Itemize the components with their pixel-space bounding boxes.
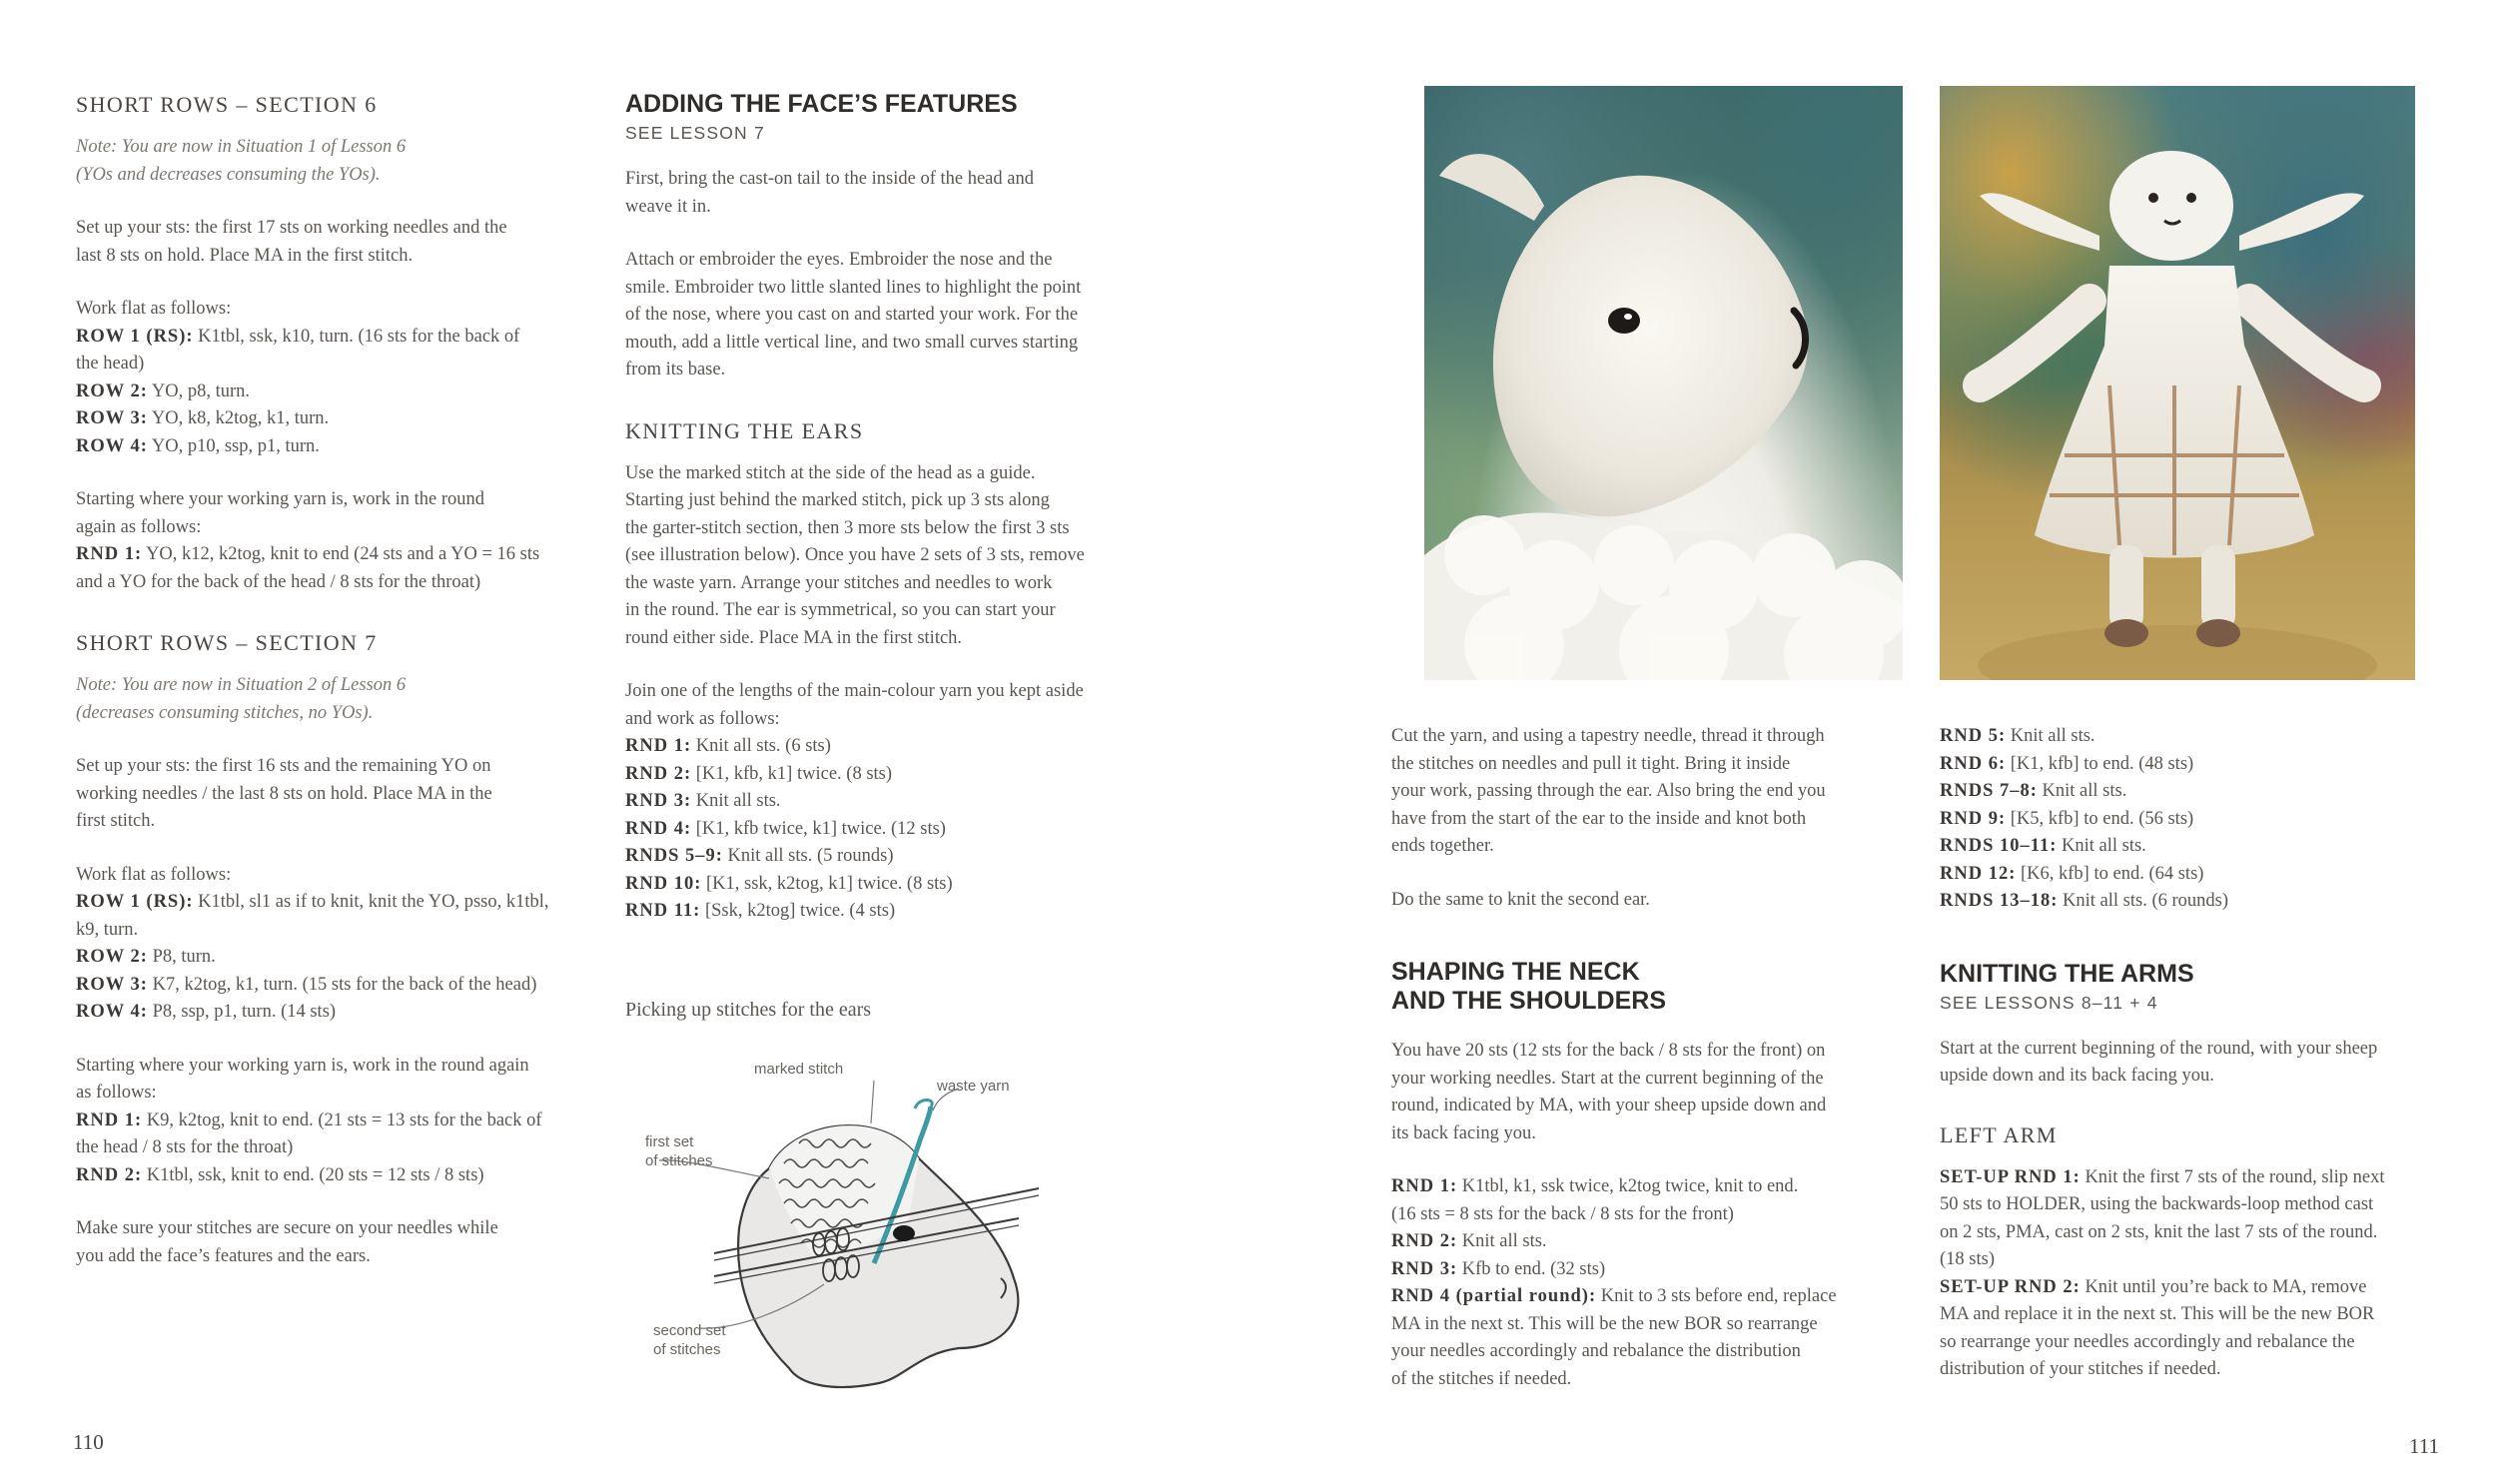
text-line: the garter-stitch section, then 3 more sts below the first 3 sts bbox=[625, 517, 1070, 538]
text-line: the stitches on needles and pull it tight. Bring it inside bbox=[1391, 753, 1791, 774]
sheep-eye bbox=[893, 1225, 915, 1241]
instruction-row: the head / 8 sts for the throat) bbox=[76, 1137, 294, 1157]
note-line: Note: You are now in Situation 1 of Lesson 6 bbox=[76, 137, 407, 157]
figure-caption: Picking up stitches for the ears bbox=[625, 999, 872, 1021]
instruction-row: RND 11: [Ssk, k2tog] twice. (4 sts) bbox=[625, 901, 896, 921]
text-line: Use the marked stitch at the side of the head as a guide. bbox=[625, 462, 1036, 483]
instruction-row: RND 5: Knit all sts. bbox=[1940, 726, 2095, 746]
text-line: first stitch. bbox=[76, 811, 156, 831]
instruction-row: RND 4: [K1, kfb twice, k1] twice. (12 sts) bbox=[625, 818, 946, 839]
left-column-2 bbox=[625, 90, 1165, 926]
text-line: have from the start of the ear to the inside and knot both bbox=[1391, 808, 1807, 829]
text-line: your work, passing through the ear. Also bring the end you bbox=[1391, 781, 1826, 801]
text-line: Starting just behind the marked stitch, pick up 3 sts along bbox=[625, 490, 1050, 510]
face-features-title: ADDING THE FACE’S FEATURES bbox=[625, 90, 1018, 118]
knitting-ears-title: KNITTING THE EARS bbox=[625, 417, 864, 443]
text-line: from its base. bbox=[625, 360, 726, 379]
work-flat-label: Work flat as follows: bbox=[76, 299, 232, 319]
page-number-left: 110 bbox=[73, 1430, 104, 1454]
text-line: ends together. bbox=[1391, 836, 1494, 856]
instruction-row: RND 4 (partial round): Knit to 3 sts before end, replace bbox=[1391, 1286, 1837, 1306]
section-7-final bbox=[76, 1215, 595, 1270]
second-ear-line: Do the same to knit the second ear. bbox=[1391, 889, 1650, 910]
text-line: You have 20 sts (12 sts for the back / 8 sts for the front) on bbox=[1391, 1041, 1826, 1061]
text-line: Set up your sts: the first 17 sts on working needles and the bbox=[76, 218, 507, 238]
label-second-set: of stitches bbox=[653, 1341, 721, 1358]
instruction-row: the head) bbox=[76, 354, 145, 373]
section-7-round bbox=[76, 1053, 595, 1190]
label-marked-stitch: marked stitch bbox=[754, 1061, 844, 1078]
cut-yarn-paragraph bbox=[1391, 723, 1921, 861]
note-line: (YOs and decreases consuming the YOs). bbox=[76, 164, 381, 185]
ears-paragraph-2 bbox=[625, 678, 1165, 926]
instruction-row: ROW 1 (RS): K1tbl, sl1 as if to knit, knit the YO, psso, k1tbl, bbox=[76, 892, 549, 912]
instruction-row: RND 2: K1tbl, ssk, knit to end. (20 sts = 12 sts / 8 sts) bbox=[76, 1164, 484, 1185]
text-line: round, indicated by MA, with your sheep upside down and bbox=[1391, 1096, 1827, 1115]
text-line: mouth, add a little vertical line, and two small curves starting bbox=[625, 332, 1079, 353]
instruction-row: RND 10: [K1, ssk, k2tog, k1] twice. (8 sts) bbox=[625, 873, 953, 894]
instruction-row: RND 1: K9, k2tog, knit to end. (21 sts = 13 sts for the back of bbox=[76, 1110, 542, 1130]
instruction-row: RNDS 10–11: Knit all sts. bbox=[1940, 836, 2146, 856]
instruction-row: ROW 4: YO, p10, ssp, p1, turn. bbox=[76, 435, 320, 456]
text-line: your working needles. Start at the current beginning of the bbox=[1391, 1068, 1824, 1089]
label-first-set: first set bbox=[645, 1133, 694, 1150]
instruction-row: distribution of your stitches if needed. bbox=[1940, 1359, 2221, 1379]
sheep-dress-illustration bbox=[1940, 86, 2415, 680]
section-6-round bbox=[76, 486, 595, 596]
text-line: last 8 sts on hold. Place MA in the first stitch. bbox=[76, 245, 414, 266]
text-line: upside down and its back facing you. bbox=[1940, 1066, 2214, 1086]
instruction-row: SET-UP RND 2: Knit until you’re back to MA, remove bbox=[1940, 1276, 2367, 1297]
text-line: of the nose, where you cast on and started your work. For the bbox=[625, 305, 1079, 325]
face-features-subtitle: SEE LESSON 7 bbox=[625, 123, 765, 143]
face-paragraph-1 bbox=[625, 166, 1165, 221]
ears-paragraph-1 bbox=[625, 460, 1165, 653]
instruction-row: RND 1: YO, k12, k2tog, knit to end (24 sts and a YO = 16 sts bbox=[76, 544, 540, 564]
text-line: Starting where your working yarn is, work in the round bbox=[76, 489, 484, 509]
instruction-row: ROW 1 (RS): K1tbl, ssk, k10, turn. (16 sts for the back of bbox=[76, 326, 520, 347]
text-line: Set up your sts: the first 16 sts and the remaining YO on bbox=[76, 756, 491, 776]
instruction-row: RND 3: Knit all sts. bbox=[625, 791, 781, 811]
neck-shoulders-title: SHAPING THE NECK AND THE SHOULDERS bbox=[1391, 958, 1667, 1015]
sheep-closeup-illustration bbox=[1424, 86, 1903, 680]
instruction-row: ROW 3: K7, k2tog, k1, turn. (15 sts for the back of the head) bbox=[76, 974, 537, 995]
note-line: (decreases consuming stitches, no YOs). bbox=[76, 702, 374, 723]
right-column-2 bbox=[1940, 723, 2469, 1384]
left-arm-title: LEFT ARM bbox=[1940, 1121, 2058, 1147]
text-line: its back facing you. bbox=[1391, 1122, 1536, 1143]
instruction-row: ROW 4: P8, ssp, p1, turn. (14 sts) bbox=[76, 1002, 337, 1022]
text-line: round either side. Place MA in the first stitch. bbox=[625, 627, 963, 648]
label-second-set: second set bbox=[653, 1322, 726, 1339]
text-line: Attach or embroider the eyes. Embroider the nose and the bbox=[625, 250, 1053, 270]
instruction-row: 50 sts to HOLDER, using the backwards-loop method cast bbox=[1940, 1194, 2374, 1214]
right-column-1 bbox=[1391, 723, 1921, 1393]
instruction-row: so rearrange your needles accordingly and rebalance the bbox=[1940, 1331, 2355, 1352]
section-7-setup bbox=[76, 753, 595, 836]
section-7-note bbox=[76, 672, 595, 727]
text-line: Cut the yarn, and using a tapestry needle, thread it through bbox=[1391, 726, 1825, 746]
instruction-row: RND 1: Knit all sts. (6 sts) bbox=[625, 736, 831, 756]
section-7-title: SHORT ROWS – SECTION 7 bbox=[76, 630, 378, 655]
text-line: Join one of the lengths of the main-colour yarn you kept aside bbox=[625, 681, 1084, 701]
text-line: Start at the current beginning of the round, with your sheep bbox=[1940, 1038, 2378, 1059]
instruction-row: RND 6: [K1, kfb] to end. (48 sts) bbox=[1940, 753, 2194, 774]
work-flat-label: Work flat as follows: bbox=[76, 864, 232, 885]
instruction-row: k9, turn. bbox=[76, 919, 139, 940]
instruction-row: RNDS 5–9: Knit all sts. (5 rounds) bbox=[625, 846, 894, 866]
knitting-arms-subtitle: SEE LESSONS 8–11 + 4 bbox=[1940, 992, 2158, 1013]
text-line: the waste yarn. Arrange your stitches and needles to work bbox=[625, 572, 1053, 593]
arms-paragraph bbox=[1940, 1036, 2469, 1091]
instruction-row: (16 sts = 8 sts for the back / 8 sts for the front) bbox=[1391, 1203, 1734, 1224]
section-6-title: SHORT ROWS – SECTION 6 bbox=[76, 92, 378, 117]
text-line: again as follows: bbox=[76, 516, 202, 537]
shoulder-rounds bbox=[1940, 723, 2469, 916]
label-first-set: of stitches bbox=[645, 1152, 713, 1169]
instruction-row: ROW 2: YO, p8, turn. bbox=[76, 380, 251, 401]
text-line: as follows: bbox=[76, 1083, 157, 1103]
label-waste-yarn: waste yarn bbox=[937, 1078, 1010, 1095]
text-line: you add the face’s features and the ears. bbox=[76, 1245, 371, 1266]
instruction-row: ROW 2: P8, turn. bbox=[76, 947, 216, 967]
text-line: Starting where your working yarn is, work in the round again bbox=[76, 1055, 529, 1076]
left-column-1 bbox=[76, 92, 595, 1270]
text-line: in the round. The ear is symmetrical, so you can start your bbox=[625, 600, 1056, 620]
text-line: weave it in. bbox=[625, 196, 711, 217]
instruction-row: RND 12: [K6, kfb] to end. (64 sts) bbox=[1940, 863, 2204, 884]
instruction-row: RND 9: [K5, kfb] to end. (56 sts) bbox=[1940, 808, 2194, 829]
section-6-setup bbox=[76, 215, 595, 270]
note-line: Note: You are now in Situation 2 of Lesson 6 bbox=[76, 675, 407, 695]
instruction-row: SET-UP RND 1: Knit the first 7 sts of the round, slip next bbox=[1940, 1166, 2385, 1187]
instruction-row: your needles accordingly and rebalance the distribution bbox=[1391, 1341, 1801, 1361]
text-line: working needles / the last 8 sts on hold. Place MA in the bbox=[76, 783, 492, 804]
instruction-row: RNDS 7–8: Knit all sts. bbox=[1940, 781, 2127, 801]
section-6-note bbox=[76, 134, 595, 189]
left-arm-setup bbox=[1940, 1164, 2469, 1384]
photo-sheep-dress bbox=[1940, 86, 2415, 680]
section-7-rows bbox=[76, 862, 595, 1027]
neck-rounds bbox=[1391, 1173, 1921, 1393]
instruction-row: ROW 3: YO, k8, k2tog, k1, turn. bbox=[76, 408, 330, 428]
instruction-row: RNDS 13–18: Knit all sts. (6 rounds) bbox=[1940, 891, 2229, 911]
text-line: and work as follows: bbox=[625, 708, 780, 729]
photo-sheep-closeup bbox=[1424, 86, 1903, 680]
ear-pickup-diagram bbox=[619, 1049, 1079, 1398]
instruction-row: RND 2: Knit all sts. bbox=[1391, 1231, 1547, 1251]
knitting-arms-title: KNITTING THE ARMS bbox=[1940, 959, 2194, 988]
instruction-row: and a YO for the back of the head / 8 sts for the throat) bbox=[76, 571, 481, 592]
instruction-row: on 2 sts, PMA, cast on 2 sts, knit the last 7 sts of the round. bbox=[1940, 1221, 2378, 1242]
instruction-row: MA and replace it in the next st. This will be the new BOR bbox=[1940, 1304, 2375, 1324]
page-number-right: 111 bbox=[2409, 1434, 2439, 1458]
text-line: First, bring the cast-on tail to the inside of the head and bbox=[625, 169, 1034, 189]
face-paragraph-2 bbox=[625, 247, 1165, 384]
neck-paragraph bbox=[1391, 1038, 1921, 1147]
text-line: Make sure your stitches are secure on your needles while bbox=[76, 1218, 498, 1238]
instruction-row: RND 2: [K1, kfb, k1] twice. (8 sts) bbox=[625, 763, 893, 784]
instruction-row: (18 sts) bbox=[1940, 1249, 1995, 1269]
instruction-row: RND 1: K1tbl, k1, ssk twice, k2tog twice, knit to end. bbox=[1391, 1176, 1799, 1196]
instruction-row: MA in the next st. This will be the new BOR so rearrange bbox=[1391, 1313, 1818, 1334]
instruction-row: of the stitches if needed. bbox=[1391, 1368, 1572, 1389]
section-6-rows bbox=[76, 296, 595, 460]
instruction-row: RND 3: Kfb to end. (32 sts) bbox=[1391, 1258, 1606, 1279]
text-line: (see illustration below). Once you have 2 sets of 3 sts, remove bbox=[625, 545, 1085, 565]
text-line: smile. Embroider two little slanted lines to highlight the point bbox=[625, 277, 1082, 298]
